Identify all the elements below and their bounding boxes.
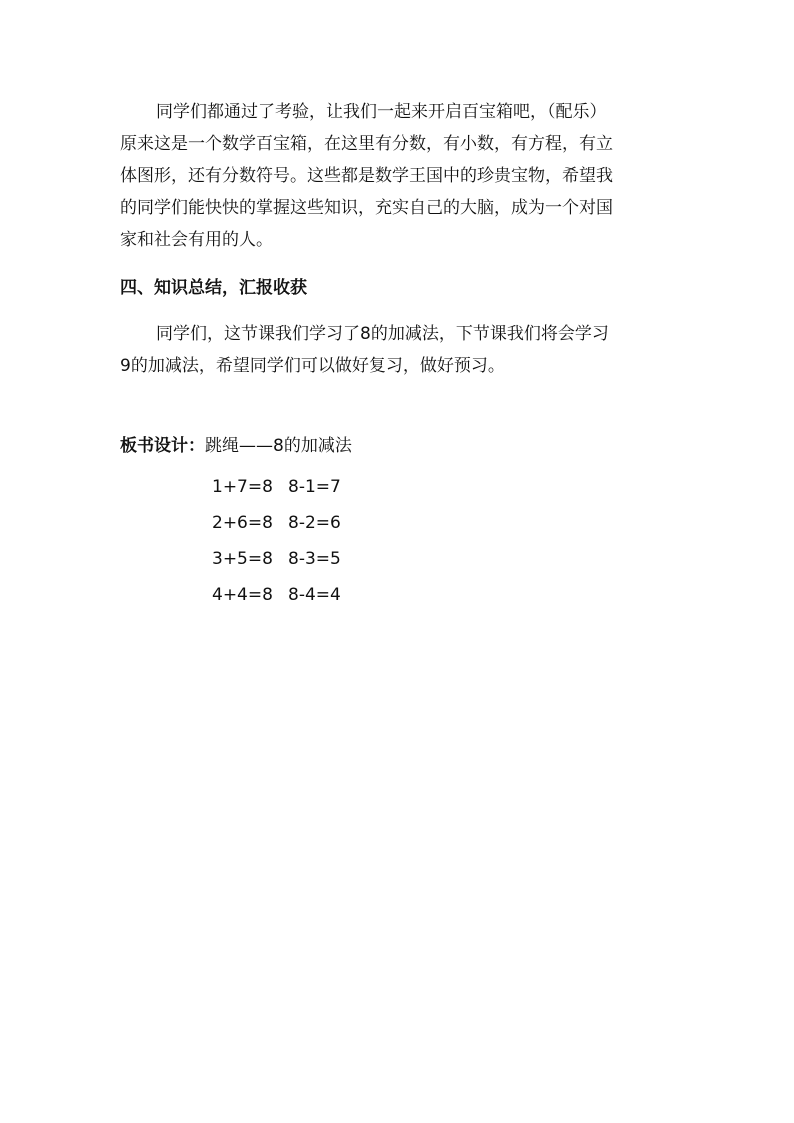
section-heading: 四、知识总结，汇报收获 (120, 278, 307, 298)
paragraph-line: 的同学们能快快的掌握这些知识，充实自己的大脑，成为一个对国 (120, 198, 613, 218)
addition-equation: 1+7=8 (212, 477, 273, 497)
addition-equation: 4+4=8 (212, 585, 273, 605)
equation-row (212, 469, 341, 505)
board-design-label: 板书设计： (120, 436, 205, 456)
paragraph-line: 体图形，还有分数符号。这些都是数学王国中的珍贵宝物，希望我 (120, 166, 613, 186)
paragraph-treasure-box (120, 96, 668, 256)
equation-row (212, 541, 341, 577)
equation-row (212, 577, 341, 613)
equation-list (212, 469, 341, 613)
equation-row (212, 505, 341, 541)
addition-equation: 2+6=8 (212, 513, 273, 533)
addition-equation: 3+5=8 (212, 549, 273, 569)
paragraph-line: 原来这是一个数学百宝箱，在这里有分数，有小数，有方程，有立 (120, 134, 613, 154)
board-design-topic: 跳绳——8的加减法 (205, 436, 352, 456)
paragraph-line: 同学们都通过了考验，让我们一起来开启百宝箱吧，（配乐） (156, 102, 607, 122)
subtraction-equation: 8-1=7 (288, 477, 341, 497)
paragraph-summary (120, 318, 668, 382)
subtraction-equation: 8-3=5 (288, 549, 341, 569)
subtraction-equation: 8-2=6 (288, 513, 341, 533)
paragraph-line: 9的加减法，希望同学们可以做好复习，做好预习。 (120, 356, 505, 376)
paragraph-line: 家和社会有用的人。 (120, 230, 273, 250)
paragraph-line: 同学们，这节课我们学习了8的加减法，下节课我们将会学习 (156, 324, 609, 344)
subtraction-equation: 8-4=4 (288, 585, 341, 605)
board-design-title (120, 430, 352, 462)
